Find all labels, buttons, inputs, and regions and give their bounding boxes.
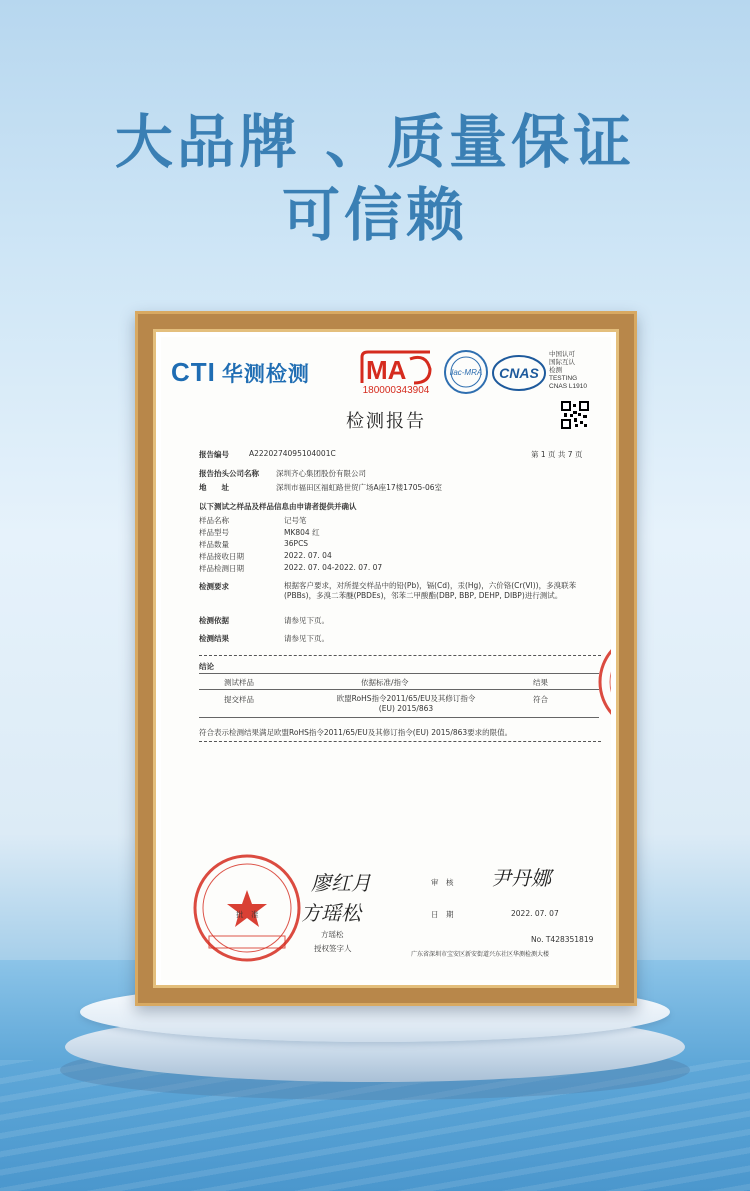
field-value: 36PCS	[284, 539, 309, 548]
table-rule	[199, 673, 599, 674]
address: 深圳市福田区福虹路世贸广场A座17楼1705-06室	[276, 483, 443, 492]
footnote: 符合表示检测结果满足欧盟RoHS指令2011/65/EU及其修订指令(EU) 2015/863要求的限值。	[199, 728, 513, 737]
test-req-label: 检测要求	[199, 582, 229, 591]
field-value: 记号笔	[284, 516, 307, 525]
field-value: MK804 红	[284, 528, 320, 537]
cti-logo-mark: CTI	[171, 357, 216, 387]
table-rule	[199, 717, 599, 718]
handwritten-signature-2: 方瑶松	[301, 901, 361, 925]
authorized-signatory-label: 授权签字人	[314, 944, 352, 953]
review-label: 审 核	[431, 878, 454, 887]
lab-address-note: 广东省深圳市宝安区新安街道兴东社区华测检测大楼	[411, 951, 550, 958]
headline-line-2: 可信赖	[281, 181, 468, 249]
approver-printed-name: 方瑶松	[321, 930, 344, 939]
handwritten-signature-3: 尹丹娜	[491, 866, 551, 890]
test-basis: 请参见下页。	[284, 616, 329, 625]
table-rule	[199, 689, 599, 690]
table-header: 测试样品	[224, 678, 254, 687]
certificate-frame	[135, 311, 637, 1006]
cma-logo	[356, 349, 436, 396]
table-cell: 符合	[533, 695, 548, 704]
issue-date: 2022. 07. 07	[511, 909, 559, 918]
cnas-logo	[491, 353, 547, 397]
section-divider	[199, 741, 601, 742]
field-label: 样品名称	[199, 516, 229, 525]
cti-logo	[171, 357, 310, 388]
field-value: 2022. 07. 04-2022. 07. 07	[284, 563, 383, 572]
company-label: 报告抬头公司名称	[199, 469, 259, 478]
table-cell: 提交样品	[224, 695, 254, 704]
date-label: 日 期	[431, 910, 454, 919]
field-label: 样品接收日期	[199, 552, 244, 561]
side-seal-stamp-icon	[593, 627, 611, 737]
cnas-icon	[491, 353, 547, 393]
address-label: 地 址	[199, 483, 229, 492]
table-header: 依据标准/指令	[361, 678, 409, 687]
svg-text:ilac-MRA: ilac-MRA	[449, 368, 483, 377]
field-label: 样品检测日期	[199, 564, 244, 573]
field-value: 2022. 07. 04	[284, 551, 332, 560]
company-name: 深圳齐心集团股份有限公司	[276, 469, 366, 478]
headline-line-1: 大品牌 、质量保证	[114, 108, 636, 176]
official-seal-stamp-icon	[191, 852, 303, 964]
ilac-mra-icon	[443, 349, 489, 395]
svg-text:MA: MA	[366, 355, 407, 385]
approved-label: 批 准	[236, 910, 259, 919]
cma-mark-icon	[356, 349, 436, 387]
table-header: 结果	[533, 678, 548, 687]
cti-brand-name: 华测检测	[221, 361, 310, 386]
cma-number: 180000343904	[362, 385, 430, 396]
cnas-accreditation-text: 中国认可 国际互认 检测 TESTING CNAS L1910	[549, 351, 587, 390]
ilac-mra-logo	[443, 349, 489, 399]
sample-notice: 以下测试之样品及样品信息由申请者提供并确认	[199, 502, 357, 511]
test-req: 根据客户要求，对所提交样品中的铅(Pb)，镉(Cd)，汞(Hg)，六价铬(Cr(VI))，多溴联苯(PBBs)，多溴二苯醚(PBDEs)，邻苯二甲酸酯(DBP, BBP, DEHP, DIBP)进行测试。	[284, 581, 577, 600]
report-no: A2220274095104001C	[249, 449, 336, 458]
field-label: 样品数量	[199, 540, 229, 549]
certificate-paper	[161, 337, 611, 980]
handwritten-signature-1: 廖红月	[311, 871, 371, 895]
page-info: 第 1 页 共 7 页	[531, 450, 583, 459]
test-basis-label: 检测依据	[199, 616, 229, 625]
certificate-number: No. T428351819	[531, 935, 594, 944]
test-result: 请参见下页。	[284, 634, 329, 643]
table-cell: 欧盟RoHS指令2011/65/EU及其修订指令(EU) 2015/863	[336, 694, 476, 713]
report-no-label: 报告编号	[199, 450, 229, 459]
svg-text:CNAS: CNAS	[499, 365, 539, 381]
report-title: 检测报告	[346, 411, 426, 432]
conclusion-label: 结论	[199, 662, 214, 671]
test-result-label: 检测结果	[199, 634, 229, 643]
field-label: 样品型号	[199, 528, 229, 537]
section-divider	[199, 655, 601, 656]
